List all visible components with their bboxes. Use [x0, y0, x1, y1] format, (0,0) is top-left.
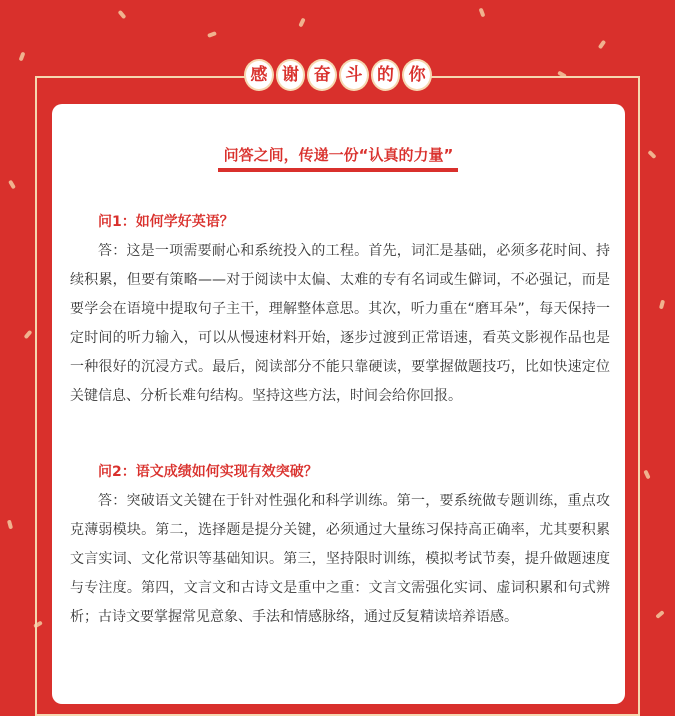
- question-1: 问1：如何学好英语？: [98, 214, 234, 230]
- confetti-decoration: [643, 470, 650, 480]
- banner-title-char: 奋: [309, 61, 335, 89]
- confetti-decoration: [659, 300, 665, 310]
- subtitle: 问答之间，传递一份“认真的力量”: [223, 146, 454, 164]
- banner-title-char: 的: [373, 61, 399, 89]
- confetti-decoration: [647, 150, 656, 159]
- banner-title-char: 感: [246, 61, 272, 89]
- confetti-decoration: [24, 330, 33, 339]
- confetti-decoration: [19, 52, 26, 62]
- content-card: [52, 104, 625, 704]
- confetti-decoration: [479, 8, 486, 18]
- confetti-decoration: [598, 40, 606, 50]
- confetti-decoration: [655, 610, 664, 619]
- title-banner: [246, 58, 430, 92]
- banner-title-char: 你: [404, 61, 430, 89]
- confetti-decoration: [7, 520, 13, 530]
- question-2: 问2：语文成绩如何实现有效突破？: [98, 464, 318, 480]
- banner-title-char: 斗: [341, 61, 367, 89]
- subtitle-underline: [218, 168, 458, 172]
- banner-title-char: 谢: [278, 61, 304, 89]
- qa-block-1: [70, 208, 610, 411]
- confetti-decoration: [118, 10, 127, 19]
- confetti-decoration: [298, 18, 305, 28]
- answer-1: 答：这是一项需要耐心和系统投入的工程。首先，词汇是基础，必须多花时间、持续积累，但要有策略——对于阅读中太偏、太难的专有名词或生僻词，不必强记，而是要学会在语境中提取句子主干，理解整体意思。其次，听力重在“磨耳朵”，每天保持一定时间的听力输入，可以从慢速材料开始，逐步过渡到正常语速，看英文影视作品也是一种很好的沉浸方式。最后，阅读部分不能只靠硬读，要掌握做题技巧，比如快速定位关键信息、分析长难句结构。坚持这些方法，时间会给你回报。: [70, 243, 610, 404]
- qa-block-2: [70, 458, 610, 632]
- confetti-decoration: [207, 31, 217, 38]
- answer-2: 答：突破语文关键在于针对性强化和科学训练。第一，要系统做专题训练，重点攻克薄弱模块。第二，选择题是提分关键，必须通过大量练习保持高正确率，尤其要积累文言实词、文化常识等基础知识。第三，坚持限时训练，模拟考试节奏，提升做题速度与专注度。第四，文言文和古诗文是重中之重：文言文需强化实词、虚词积累和句式辨析；古诗文要掌握常见意象、手法和情感脉络，通过反复精读培养语感。: [70, 493, 610, 625]
- confetti-decoration: [8, 180, 16, 190]
